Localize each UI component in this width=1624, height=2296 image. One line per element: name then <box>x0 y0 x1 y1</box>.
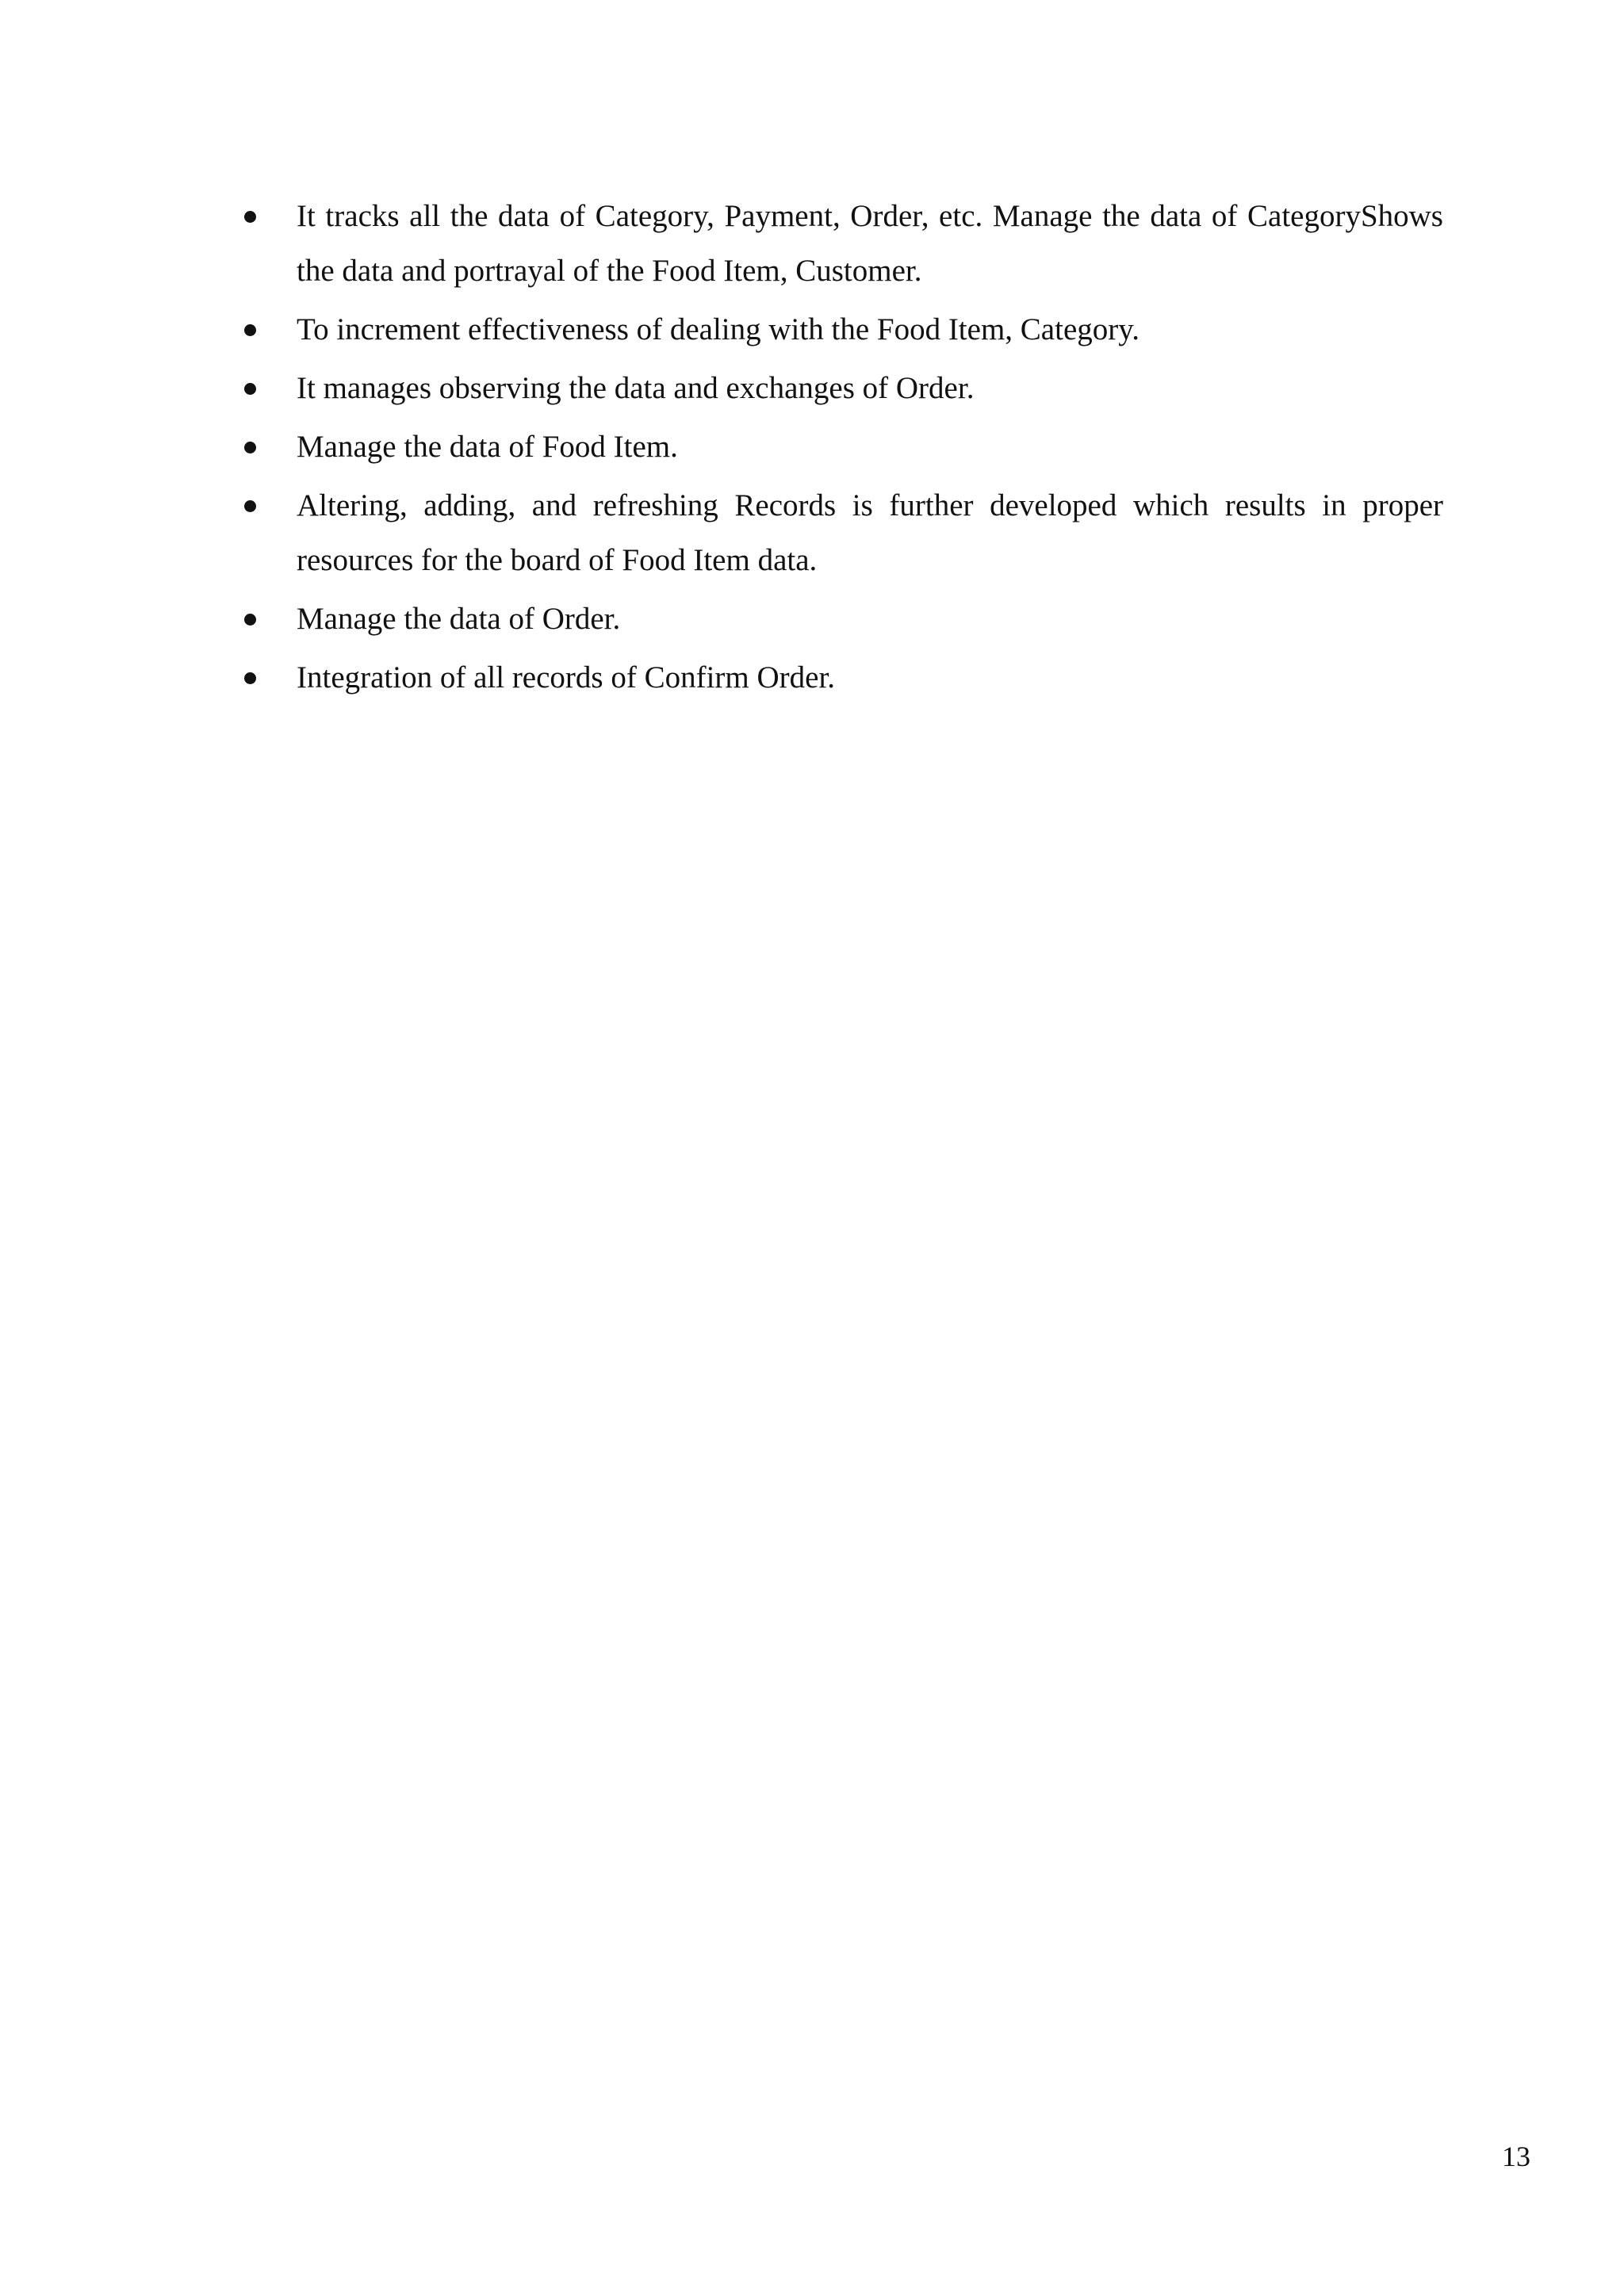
list-item-text: Altering, adding, and refreshing Records is further developed which results in proper resources for the board of Food Item data. <box>297 488 1443 577</box>
list-item <box>244 189 1443 298</box>
bullet-list <box>244 189 1443 709</box>
list-item-text: Integration of all records of Confirm Order. <box>297 660 836 695</box>
bullet-icon <box>244 211 256 223</box>
list-item <box>244 361 1443 415</box>
bullet-icon <box>244 442 256 453</box>
bullet-icon <box>244 324 256 336</box>
list-item <box>244 650 1443 705</box>
list-item-text: Manage the data of Order. <box>297 602 621 636</box>
list-item-text: It tracks all the data of Category, Payment, Order, etc. Manage the data of CategoryShows the data and portrayal of the Food Item, Customer. <box>297 199 1443 288</box>
bullet-icon <box>244 383 256 395</box>
list-item <box>244 478 1443 587</box>
bullet-icon <box>244 614 256 626</box>
list-item-text: To increment effectiveness of dealing with the Food Item, Category. <box>297 312 1139 346</box>
list-item <box>244 591 1443 646</box>
list-item-text: Manage the data of Food Item. <box>297 430 678 464</box>
list-item <box>244 302 1443 357</box>
page-number: 13 <box>1502 2141 1530 2172</box>
bullet-icon <box>244 672 256 684</box>
list-item-text: It manages observing the data and exchanges of Order. <box>297 371 975 405</box>
list-item <box>244 419 1443 474</box>
bullet-icon <box>244 500 256 512</box>
